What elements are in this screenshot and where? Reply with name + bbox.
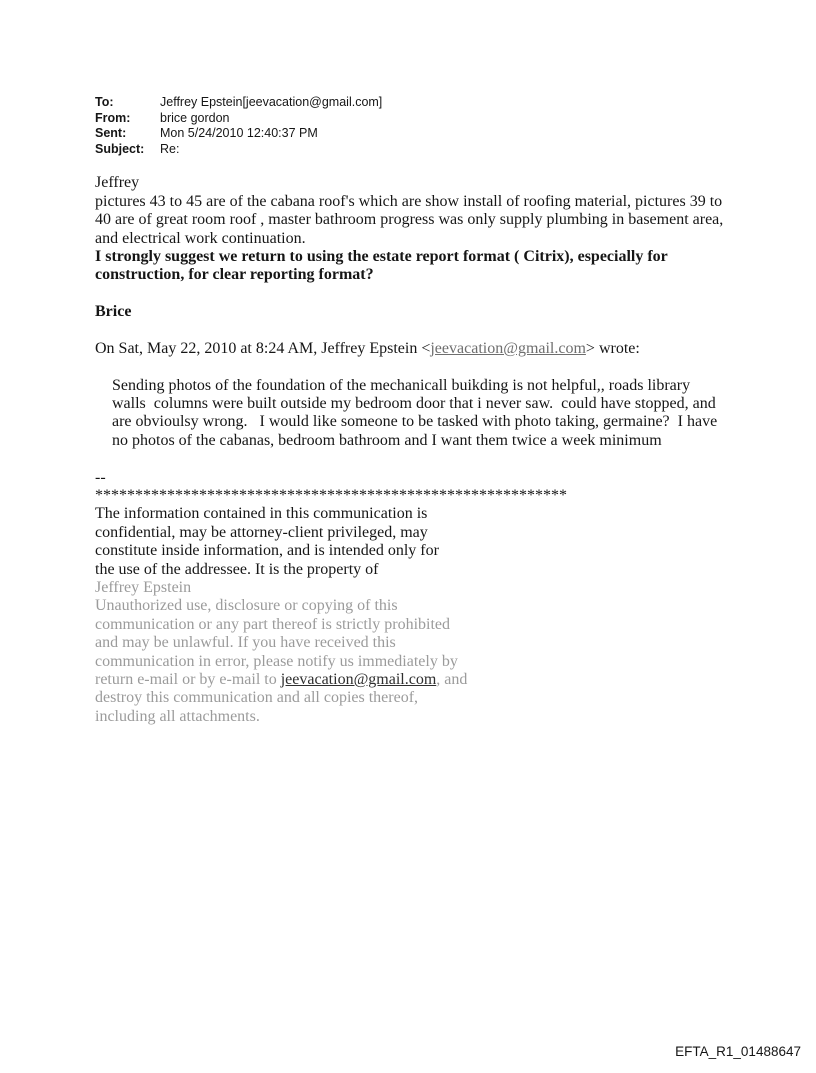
text-line: confidential, may be attorney-client privileged, may [95, 523, 428, 541]
text-line: no photos of the cabanas, bedroom bathroom and I want them twice a week minimum [112, 431, 662, 449]
asterisk-divider: *********************************************************** [95, 487, 567, 505]
text-line: Sending photos of the foundation of the mechanicall buikding is not helpful,, roads library [112, 376, 691, 394]
email-document [95, 95, 755, 726]
text-line: and electrical work continuation. [95, 229, 306, 247]
bold-suggestion-paragraph [95, 248, 755, 285]
text-line: pictures 43 to 45 are of the cabana roof's which are show install of roofing material, pictures 39 to [95, 192, 723, 210]
disclaimer-gray-text-top [95, 579, 755, 671]
text-line: constitute inside information, and is intended only for [95, 542, 439, 560]
quoted-message [112, 377, 755, 451]
quote-attribution-suffix: > wrote: [585, 339, 640, 357]
text-line: including all attachments. [95, 707, 260, 725]
from-value: brice gordon [160, 110, 230, 125]
text-line: destroy this communication and all copies thereof, [95, 689, 419, 707]
text-line: walls columns were built outside my bedroom door that i never saw. could have stopped, and [112, 395, 716, 413]
to-label: To: [95, 95, 114, 109]
bates-number: EFTA_R1_01488647 [675, 1044, 801, 1059]
signature: Brice [95, 303, 132, 321]
sent-value: Mon 5/24/2010 12:40:37 PM [160, 126, 318, 141]
disclaimer-email-link[interactable]: jeevacation@gmail.com [280, 670, 437, 688]
text-line: and may be unlawful. If you have received this [95, 634, 396, 652]
email-body [95, 174, 755, 726]
subject-value: Re: [160, 141, 180, 156]
text-line: The information contained in this communication is [95, 505, 428, 523]
disclaimer-email-line [95, 671, 755, 689]
text-line: communication or any part thereof is strictly prohibited [95, 615, 451, 633]
to-value: Jeffrey Epstein[jeevacation@gmail.com] [160, 95, 383, 109]
signature-separator: -- [95, 468, 106, 486]
blank-line [95, 322, 755, 340]
text-line: 40 are of great room roof , master bathroom progress was only supply plumbing in basement area, [95, 211, 724, 229]
quote-attribution-prefix: On Sat, May 22, 2010 at 8:24 AM, Jeffrey Epstein < [95, 339, 431, 357]
email-header [95, 95, 755, 157]
body-paragraph [95, 193, 755, 248]
header-row-sent [95, 126, 755, 142]
from-label: From: [95, 110, 131, 125]
text-line: construction, for clear reporting format? [95, 266, 374, 284]
text-line: Jeffrey Epstein [95, 578, 192, 596]
text-line: are obvioulsy wrong. I would like someone to be tasked with photo taking, germaine? I have [112, 413, 718, 431]
disclaimer-black-text [95, 505, 755, 579]
blank-line [95, 358, 755, 376]
sender-email-link[interactable]: jeevacation@gmail.com [430, 339, 586, 357]
disclaimer-email-prefix: return e-mail or by e-mail to [95, 670, 281, 688]
text-line: communication in error, please notify us immediately by [95, 652, 458, 670]
text-line: Unauthorized use, disclosure or copying of this [95, 597, 398, 615]
greeting: Jeffrey [95, 174, 140, 192]
header-row-subject [95, 142, 755, 158]
header-row-to [95, 95, 755, 111]
disclaimer-email-suffix: , and [436, 670, 468, 688]
quote-attribution [95, 340, 755, 358]
text-line: I strongly suggest we return to using the estate report format ( Citrix), especially for [95, 247, 668, 265]
blank-line [95, 450, 755, 468]
sent-label: Sent: [95, 126, 127, 141]
disclaimer-gray-text-bottom [95, 689, 755, 726]
blank-line [95, 285, 755, 303]
text-line: the use of the addressee. It is the property of [95, 560, 379, 578]
subject-label: Subject: [95, 141, 145, 156]
header-row-from [95, 111, 755, 127]
